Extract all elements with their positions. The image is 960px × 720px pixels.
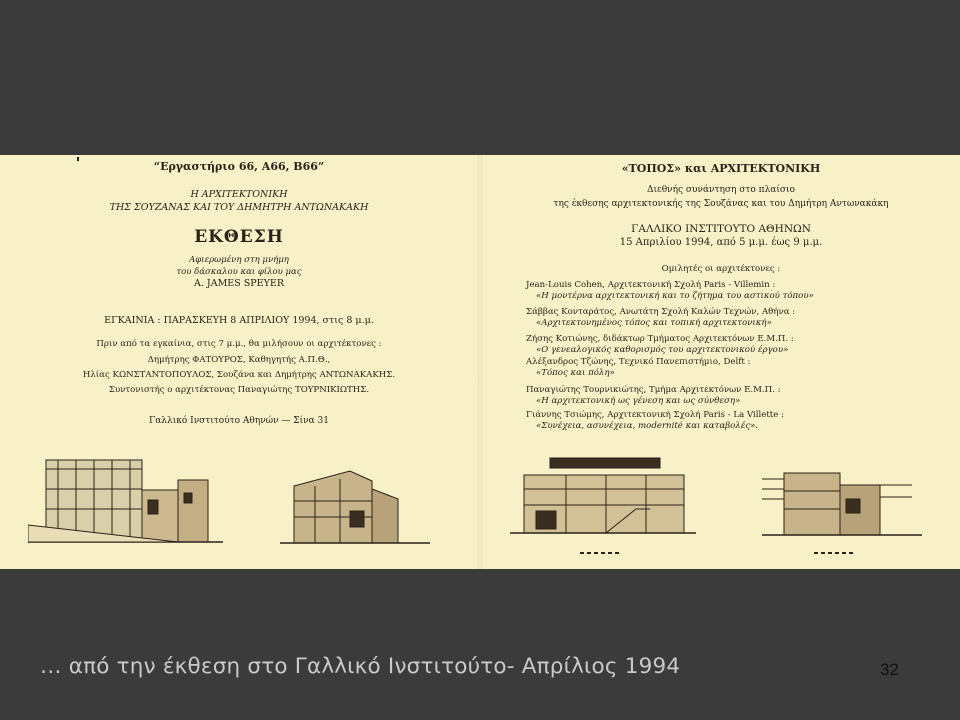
intro-line-1: Διεθνής συνάντηση στο πλαίσιο [647, 185, 795, 195]
building-elevation-drawing [280, 451, 440, 557]
dedication-name: A. JAMES SPEYER [194, 278, 284, 289]
talk-line-3: Ηλίας ΚΩΝΣΤΑΝΤΟΠΟΥΛΟΣ, Σουζάνα και Δημήτρης ΑΝΤΩΝΑΚΑΚΗΣ. [82, 370, 396, 380]
speakers-heading: Ομιλητές οι αρχιτέκτονες : [661, 264, 781, 274]
slide-caption: … από την έκθεση στο Γαλλικό Ινστιτούτο- Απρίλιος 1994 [40, 654, 681, 679]
left-page [0, 155, 478, 569]
opening-line: ΕΓΚΑΙΝΙΑ : ΠΑΡΑΣΚΕΥΗ 8 ΑΠΡΙΛΙΟΥ 1994, στις 8 μ.μ. [104, 315, 374, 326]
building-elevation-drawing [28, 445, 228, 557]
speaker-name: Παναγιώτης Τουρνικιώτης, Τμήμα Αρχιτεκτόνων Ε.Μ.Π. : [526, 385, 781, 395]
left-subtitle-1: Η ΑΡΧΙΤΕΚΤΟΝΙΚΗ [190, 189, 288, 200]
speaker-name: Γιάννης Τσιώμης, Αρχιτεκτονική Σχολή Paris - La Villette : [526, 410, 784, 420]
left-title: “Εργαστήριο 66, Α66, Β66” [153, 160, 325, 173]
venue-line: Γαλλικό Ινστιτούτο Αθηνών — Σίνα 31 [148, 416, 330, 426]
building-elevation-drawing [762, 459, 927, 565]
speaker-topic: «Τόπος και πόλη» [536, 368, 615, 378]
speaker-topic: «Συνέχεια, ασυνέχεια, modernité και καταβολές». [536, 421, 759, 431]
speaker-topic: «Η μοντέρνα αρχιτεκτονική και το ζήτημα του αστικού τόπου» [536, 291, 814, 301]
speaker-name: Σάββας Κονταράτος, Ανωτάτη Σχολή Καλών Τεχνών, Αθήνα : [526, 307, 796, 317]
talk-line-2: Δημήτρης ΦΑΤΟΥΡΟΣ, Καθηγητής Α.Π.Θ., [147, 355, 331, 365]
talk-line-4: Συντονιστής ο αρχιτέκτονας Παναγιώτης ΤΟΥΡΝΙΚΙΩΤΗΣ. [108, 385, 370, 395]
speaker-topic: «Η αρχιτεκτονική ως γένεση και ως σύνθεση» [536, 396, 741, 406]
institute-name: ΓΑΛΛΙΚΟ ΙΝΣΤΙΤΟΥΤΟ ΑΘΗΝΩΝ [631, 223, 811, 235]
speaker-topic: «Ο γενεαλογικός καθορισμός του αρχιτεκτονικού έργου» [536, 345, 789, 355]
intro-line-2: της έκθεσης αρχιτεκτονικής της Σουζάνας και του Δημήτρη Αντωνακάκη [553, 199, 889, 209]
speaker-topic: «Αρχιτεκτονημένος τόπος και τοπική αρχιτεκτονική» [536, 318, 772, 328]
building-elevation-drawing [510, 453, 700, 565]
speaker-name: Ζήσης Κοτιώνης, διδάκτωρ Τμήματος Αρχιτεκτόνων Ε.Μ.Π. : [526, 334, 794, 344]
speaker-name: Jean-Louis Cohen, Αρχιτεκτονική Σχολή Paris - Villemin : [526, 280, 776, 290]
talk-line-1: Πριν από τα εγκαίνια, στις 7 μ.μ., θα μιλήσουν οι αρχιτέκτονες : [96, 339, 382, 349]
speaker-name: Αλέξανδρος Τζώνης, Τεχνικό Πανεπιστήμιο, Delft : [526, 357, 751, 367]
left-subtitle-2: ΤΗΣ ΣΟΥΖΑΝΑΣ ΚΑΙ ΤΟΥ ΔΗΜΗΤΡΗ ΑΝΤΩΝΑΚΑΚΗ [109, 202, 369, 213]
right-page [482, 155, 960, 569]
event-date: 15 Απριλίου 1994, από 5 μ.μ. έως 9 μ.μ. [619, 237, 823, 248]
scanned-invitation [0, 155, 960, 569]
left-heading: ΕΚΘΕΣΗ [194, 227, 284, 247]
dedication-line-1: Αφιερωμένη στη μνήμη [189, 255, 289, 265]
right-title: «ΤΟΠΟΣ» και ΑΡΧΙΤΕΚΤΟΝΙΚΗ [621, 162, 821, 175]
slide-number: 32 [880, 660, 899, 679]
dedication-line-2: του δάσκαλου και φίλου μας [176, 267, 302, 277]
